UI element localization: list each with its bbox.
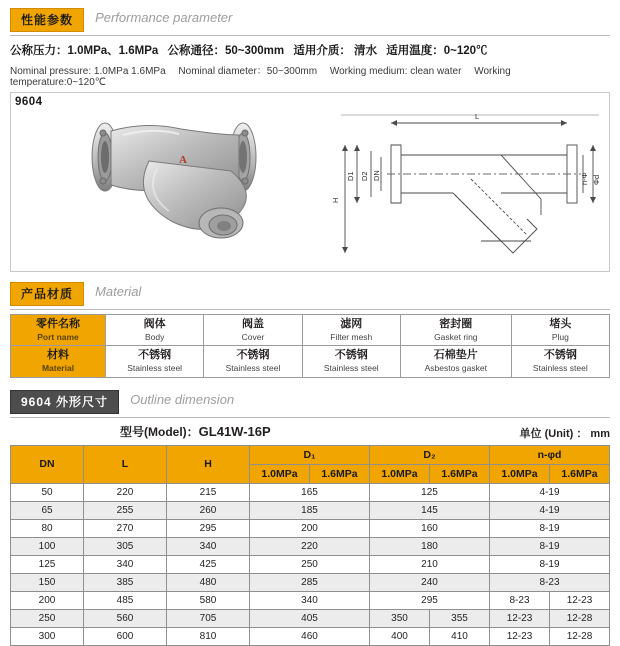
- outline-section: [10, 390, 610, 441]
- cell-h: 580: [167, 591, 250, 609]
- working-temperature-cn: 适用温度：0~120℃: [386, 45, 488, 57]
- nominal-diameter-cn: 公称通径：50~300mm: [167, 45, 285, 57]
- row-head-cn: 零件名称: [36, 318, 80, 330]
- cell-d1: 165: [250, 483, 370, 501]
- technical-drawing: [331, 103, 611, 258]
- outline-header: [10, 390, 610, 412]
- performance-subtitle: Performance parameter: [95, 10, 233, 25]
- row-head-en: Material: [41, 363, 75, 374]
- cell-dn: 200: [11, 591, 84, 609]
- row-head-en: Port name: [37, 331, 79, 342]
- cell-dn: 100: [11, 537, 84, 555]
- col-d2-1mpa: 1.0MPa: [370, 464, 430, 483]
- cell-nd: 8-19: [490, 555, 610, 573]
- cell-d1: 340: [250, 591, 370, 609]
- cell-d1: 185: [250, 501, 370, 519]
- table-row: [11, 591, 610, 609]
- cell-d2: 180: [370, 537, 490, 555]
- table-row: [11, 483, 610, 501]
- performance-divider: [10, 35, 610, 36]
- material-divider: [10, 309, 610, 310]
- working-temperature-en: Working temperature:0~120℃: [10, 66, 511, 88]
- drawing-label-nphi: n-Φ: [580, 172, 589, 185]
- part-cell: 滤网 Filter mesh: [302, 315, 400, 346]
- performance-cn-line: [10, 42, 610, 58]
- col-d2: D₂: [370, 445, 490, 464]
- cell-l: 385: [84, 573, 167, 591]
- cell-d2-16mpa: 410: [430, 627, 490, 645]
- cell-dn: 65: [11, 501, 84, 519]
- cell-nd-10mpa: 12-23: [490, 627, 550, 645]
- cell-dn: 125: [11, 555, 84, 573]
- cell-nd: 8-19: [490, 537, 610, 555]
- nominal-pressure-cn: 公称压力：1.0MPa、1.6MPa: [10, 45, 159, 57]
- model-value: GL41W-16P: [198, 423, 271, 439]
- material-cell: 不锈钢 Stainless steel: [511, 346, 609, 377]
- outline-subtitle: Outline dimension: [130, 391, 235, 407]
- row-head-cn: 材料: [47, 349, 69, 362]
- cell-dn: 250: [11, 609, 84, 627]
- col-d2-16mpa: 1.6MPa: [430, 464, 490, 483]
- drawing-label-L: L: [475, 112, 480, 121]
- cell-h: 425: [167, 555, 250, 573]
- product-image-panel: [10, 92, 610, 272]
- product-photo: [71, 101, 301, 261]
- cell-l: 255: [84, 501, 167, 519]
- drawing-label-D2: D2: [360, 171, 369, 181]
- drawing-label-phid: Φd: [592, 174, 601, 185]
- cell-h: 215: [167, 483, 250, 501]
- svg-text:A: A: [179, 154, 187, 166]
- cell-d2-10mpa: 350: [370, 609, 430, 627]
- cell-d2: 295: [370, 591, 490, 609]
- performance-header: [10, 8, 610, 30]
- col-dn: DN: [11, 445, 84, 483]
- cell-h: 260: [167, 501, 250, 519]
- table-row: [11, 537, 610, 555]
- cell-dn: 80: [11, 519, 84, 537]
- cell-nd: 4-19: [490, 483, 610, 501]
- outline-tag: 9604 外形尺寸: [10, 390, 119, 414]
- material-header: [10, 282, 610, 304]
- material-cell: 不锈钢 Stainless steel: [106, 346, 204, 377]
- cell-nd-10mpa: 8-23: [490, 591, 550, 609]
- cell-dn: 300: [11, 627, 84, 645]
- cell-h: 480: [167, 573, 250, 591]
- cell-h: 810: [167, 627, 250, 645]
- col-nd: n-φd: [490, 445, 610, 464]
- table-row: [11, 609, 610, 627]
- material-section: [10, 282, 610, 378]
- col-d1: D₁: [250, 445, 370, 464]
- cell-h: 295: [167, 519, 250, 537]
- working-medium-cn: 适用介质： 清水: [293, 45, 378, 57]
- nominal-diameter-en: Nominal diameter：50~300mm: [178, 66, 318, 77]
- cell-l: 600: [84, 627, 167, 645]
- material-cell: 不锈钢 Stainless steel: [302, 346, 400, 377]
- cell-d2: 210: [370, 555, 490, 573]
- part-cell: 阀盖 Cover: [204, 315, 302, 346]
- material-subtitle: Material: [95, 284, 142, 299]
- cell-d2-10mpa: 400: [370, 627, 430, 645]
- drawing-label-D1: D1: [346, 171, 355, 181]
- working-medium-en: Working medium: clean water: [329, 66, 462, 77]
- table-row: [11, 573, 610, 591]
- cell-d1: 285: [250, 573, 370, 591]
- model-badge: 9604: [15, 96, 43, 108]
- col-nd-16mpa: 1.6MPa: [550, 464, 610, 483]
- nominal-pressure-en: Nominal pressure: 1.0MPa 1.6MPa: [10, 66, 166, 77]
- outline-dimension-table: [10, 445, 610, 646]
- table-row: [11, 315, 610, 346]
- cell-l: 220: [84, 483, 167, 501]
- material-cell: 石棉垫片 Asbestos gasket: [400, 346, 511, 377]
- cell-l: 270: [84, 519, 167, 537]
- cell-l: 340: [84, 555, 167, 573]
- col-nd-1mpa: 1.0MPa: [490, 464, 550, 483]
- material-row-head: [11, 315, 106, 346]
- cell-l: 560: [84, 609, 167, 627]
- cell-l: 485: [84, 591, 167, 609]
- material-cell: 不锈钢 Stainless steel: [204, 346, 302, 377]
- drawing-label-DN: DN: [372, 170, 381, 181]
- cell-nd-10mpa: 12-23: [490, 609, 550, 627]
- col-l: L: [84, 445, 167, 483]
- cell-nd: 8-23: [490, 573, 610, 591]
- cell-l: 305: [84, 537, 167, 555]
- performance-tag: 性能参数: [10, 8, 84, 32]
- performance-section: [0, 0, 620, 88]
- cell-d2: 125: [370, 483, 490, 501]
- col-d1-1mpa: 1.0MPa: [250, 464, 310, 483]
- cell-d1: 200: [250, 519, 370, 537]
- part-cell: 密封圈 Gasket ring: [400, 315, 511, 346]
- model-label: 型号(Model)：: [120, 424, 199, 439]
- cell-nd: 8-19: [490, 519, 610, 537]
- cell-h: 340: [167, 537, 250, 555]
- material-row-head: [11, 346, 106, 377]
- table-header-row: [11, 445, 610, 464]
- table-row: [11, 346, 610, 377]
- cell-d1: 460: [250, 627, 370, 645]
- material-table: [10, 314, 610, 378]
- table-row: [11, 519, 610, 537]
- cell-d2-16mpa: 355: [430, 609, 490, 627]
- table-row: [11, 501, 610, 519]
- cell-nd: 4-19: [490, 501, 610, 519]
- unit-label: 单位 (Unit) ： mm: [519, 427, 610, 440]
- cell-nd-16mpa: 12-23: [550, 591, 610, 609]
- material-tag: 产品材质: [10, 282, 84, 306]
- cell-d1: 250: [250, 555, 370, 573]
- cell-h: 705: [167, 609, 250, 627]
- col-h: H: [167, 445, 250, 483]
- model-line: [120, 423, 271, 440]
- col-d1-16mpa: 1.6MPa: [310, 464, 370, 483]
- cell-nd-16mpa: 12-28: [550, 627, 610, 645]
- cell-d1: 405: [250, 609, 370, 627]
- cell-d2: 160: [370, 519, 490, 537]
- performance-en-line: [10, 62, 610, 88]
- cell-d1: 220: [250, 537, 370, 555]
- cell-nd-16mpa: 12-28: [550, 609, 610, 627]
- cell-d2: 145: [370, 501, 490, 519]
- drawing-label-H: H: [331, 197, 340, 203]
- outline-dimension-body: [11, 483, 610, 645]
- table-row: [11, 555, 610, 573]
- part-cell: 堵头 Plug: [511, 315, 609, 346]
- cell-d2: 240: [370, 573, 490, 591]
- outline-divider: [10, 417, 610, 418]
- table-row: [11, 627, 610, 645]
- cell-dn: 50: [11, 483, 84, 501]
- part-cell: 阀体 Body: [106, 315, 204, 346]
- cell-dn: 150: [11, 573, 84, 591]
